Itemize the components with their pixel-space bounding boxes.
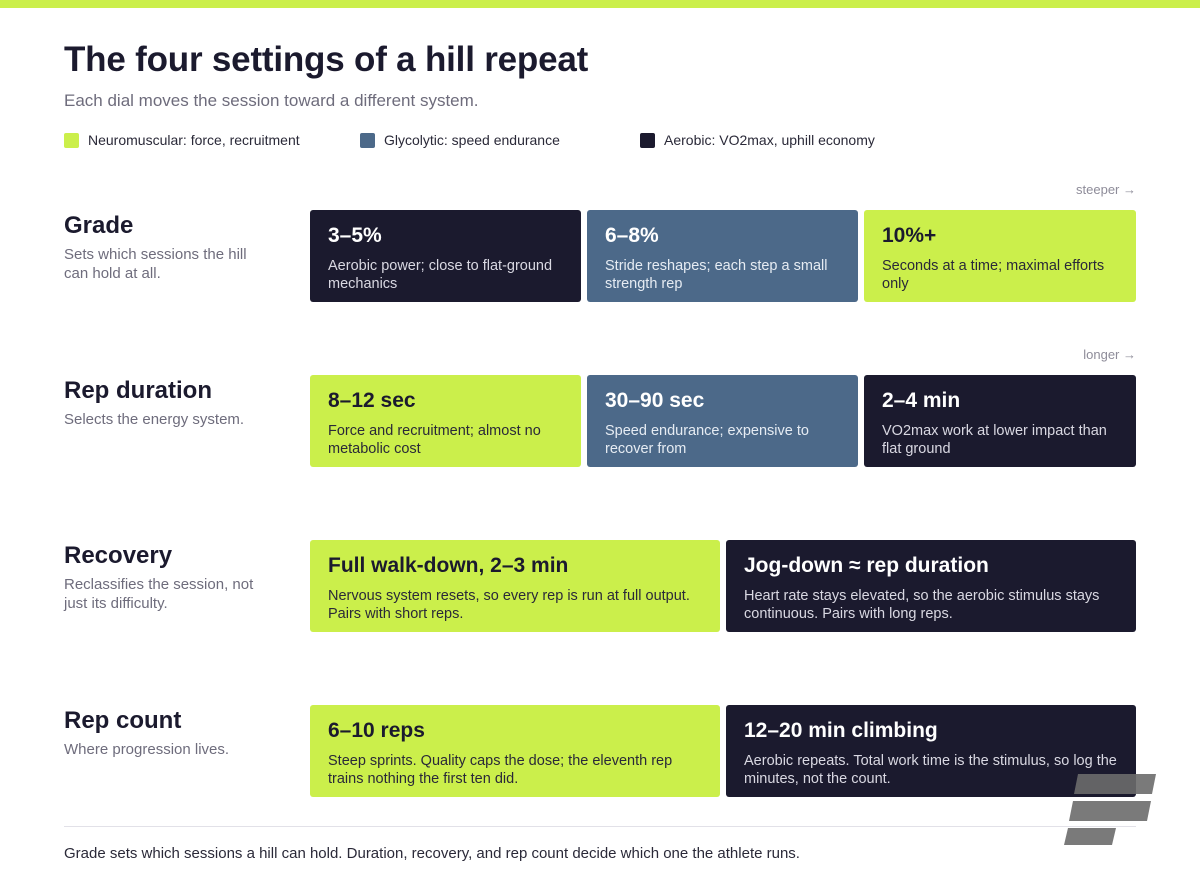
card-text: Aerobic power; close to flat-ground mechanics (328, 258, 553, 292)
card-title: Full walk-down, 2–3 min (328, 554, 569, 577)
page-title: The four settings of a hill repeat (64, 40, 589, 79)
card-title: 2–4 min (882, 389, 961, 412)
row-label-recovery (64, 542, 264, 613)
card-text: VO2max work at lower impact than flat ground (882, 423, 1107, 457)
legend-item-glycolytic (360, 131, 560, 149)
legend-item-aerobic (640, 131, 875, 149)
card-title: 10%+ (882, 224, 937, 247)
card-text: Aerobic repeats. Total work time is the stimulus, so log the minutes, not the count. (744, 753, 1117, 787)
card-title: 12–20 min climbing (744, 719, 938, 742)
page-subtitle: Each dial moves the session toward a different system. (64, 91, 479, 110)
legend-item-neuromuscular (64, 131, 300, 149)
top-accent-bar (0, 0, 1200, 8)
grade-card-10-plus (864, 210, 1136, 302)
row-label-count (64, 707, 264, 759)
row-desc-duration: Selects the energy system. (64, 411, 245, 428)
card-text: Force and recruitment; almost no metabolic cost (328, 423, 541, 457)
grade-card-3-5 (310, 210, 581, 302)
row-desc-grade: Sets which sessions the hill can hold at all. (64, 246, 247, 282)
card-text: Seconds at a time; maximal efforts only (882, 258, 1105, 292)
card-text: Heart rate stays elevated, so the aerobic stimulus stays continuous. Pairs with long reps. (744, 588, 1100, 622)
card-title: 6–10 reps (328, 719, 425, 742)
card-title: Jog-down ≈ rep duration (744, 554, 989, 577)
duration-direction-hint: longer → (1083, 347, 1136, 362)
card-title: 3–5% (328, 224, 382, 247)
row-label-grade (64, 212, 264, 283)
duration-card-2-4-min (864, 375, 1136, 467)
recovery-card-jog-down (726, 540, 1136, 632)
card-title: 6–8% (605, 224, 659, 247)
row-label-duration (64, 377, 264, 429)
recovery-card-walk-down (310, 540, 720, 632)
card-title: 8–12 sec (328, 389, 416, 412)
card-title: 30–90 sec (605, 389, 705, 412)
legend-label-aerobic: Aerobic: VO2max, uphill economy (664, 132, 875, 148)
footer-divider (64, 826, 1136, 827)
card-text: Stride reshapes; each step a small strength rep (605, 258, 828, 292)
footer-note: Grade sets which sessions a hill can hold. Duration, recovery, and rep count decide which one the athlete runs. (64, 845, 800, 862)
duration-card-8-12-sec (310, 375, 581, 467)
row-name-grade: Grade (64, 212, 134, 239)
row-name-recovery: Recovery (64, 542, 173, 569)
card-text: Steep sprints. Quality caps the dose; the eleventh rep trains nothing the first ten did. (328, 753, 673, 787)
row-desc-count: Where progression lives. (64, 741, 230, 758)
legend-label-neuromuscular: Neuromuscular: force, recruitment (88, 132, 300, 148)
legend-swatch-aerobic (640, 133, 655, 148)
grade-direction-hint: steeper → (1076, 182, 1136, 197)
card-text: Nervous system resets, so every rep is run at full output. Pairs with short reps. (328, 588, 690, 622)
legend-swatch-glycolytic (360, 133, 375, 148)
grade-card-6-8 (587, 210, 858, 302)
brand-logo-icon (1064, 774, 1158, 846)
row-name-duration: Rep duration (64, 377, 212, 404)
row-desc-recovery: Reclassifies the session, not just its difficulty. (64, 576, 254, 612)
row-name-count: Rep count (64, 707, 182, 734)
legend-swatch-neuromuscular (64, 133, 79, 148)
card-text: Speed endurance; expensive to recover from (605, 423, 809, 457)
legend-label-glycolytic: Glycolytic: speed endurance (384, 132, 560, 148)
duration-card-30-90-sec (587, 375, 858, 467)
count-card-6-10-reps (310, 705, 720, 797)
